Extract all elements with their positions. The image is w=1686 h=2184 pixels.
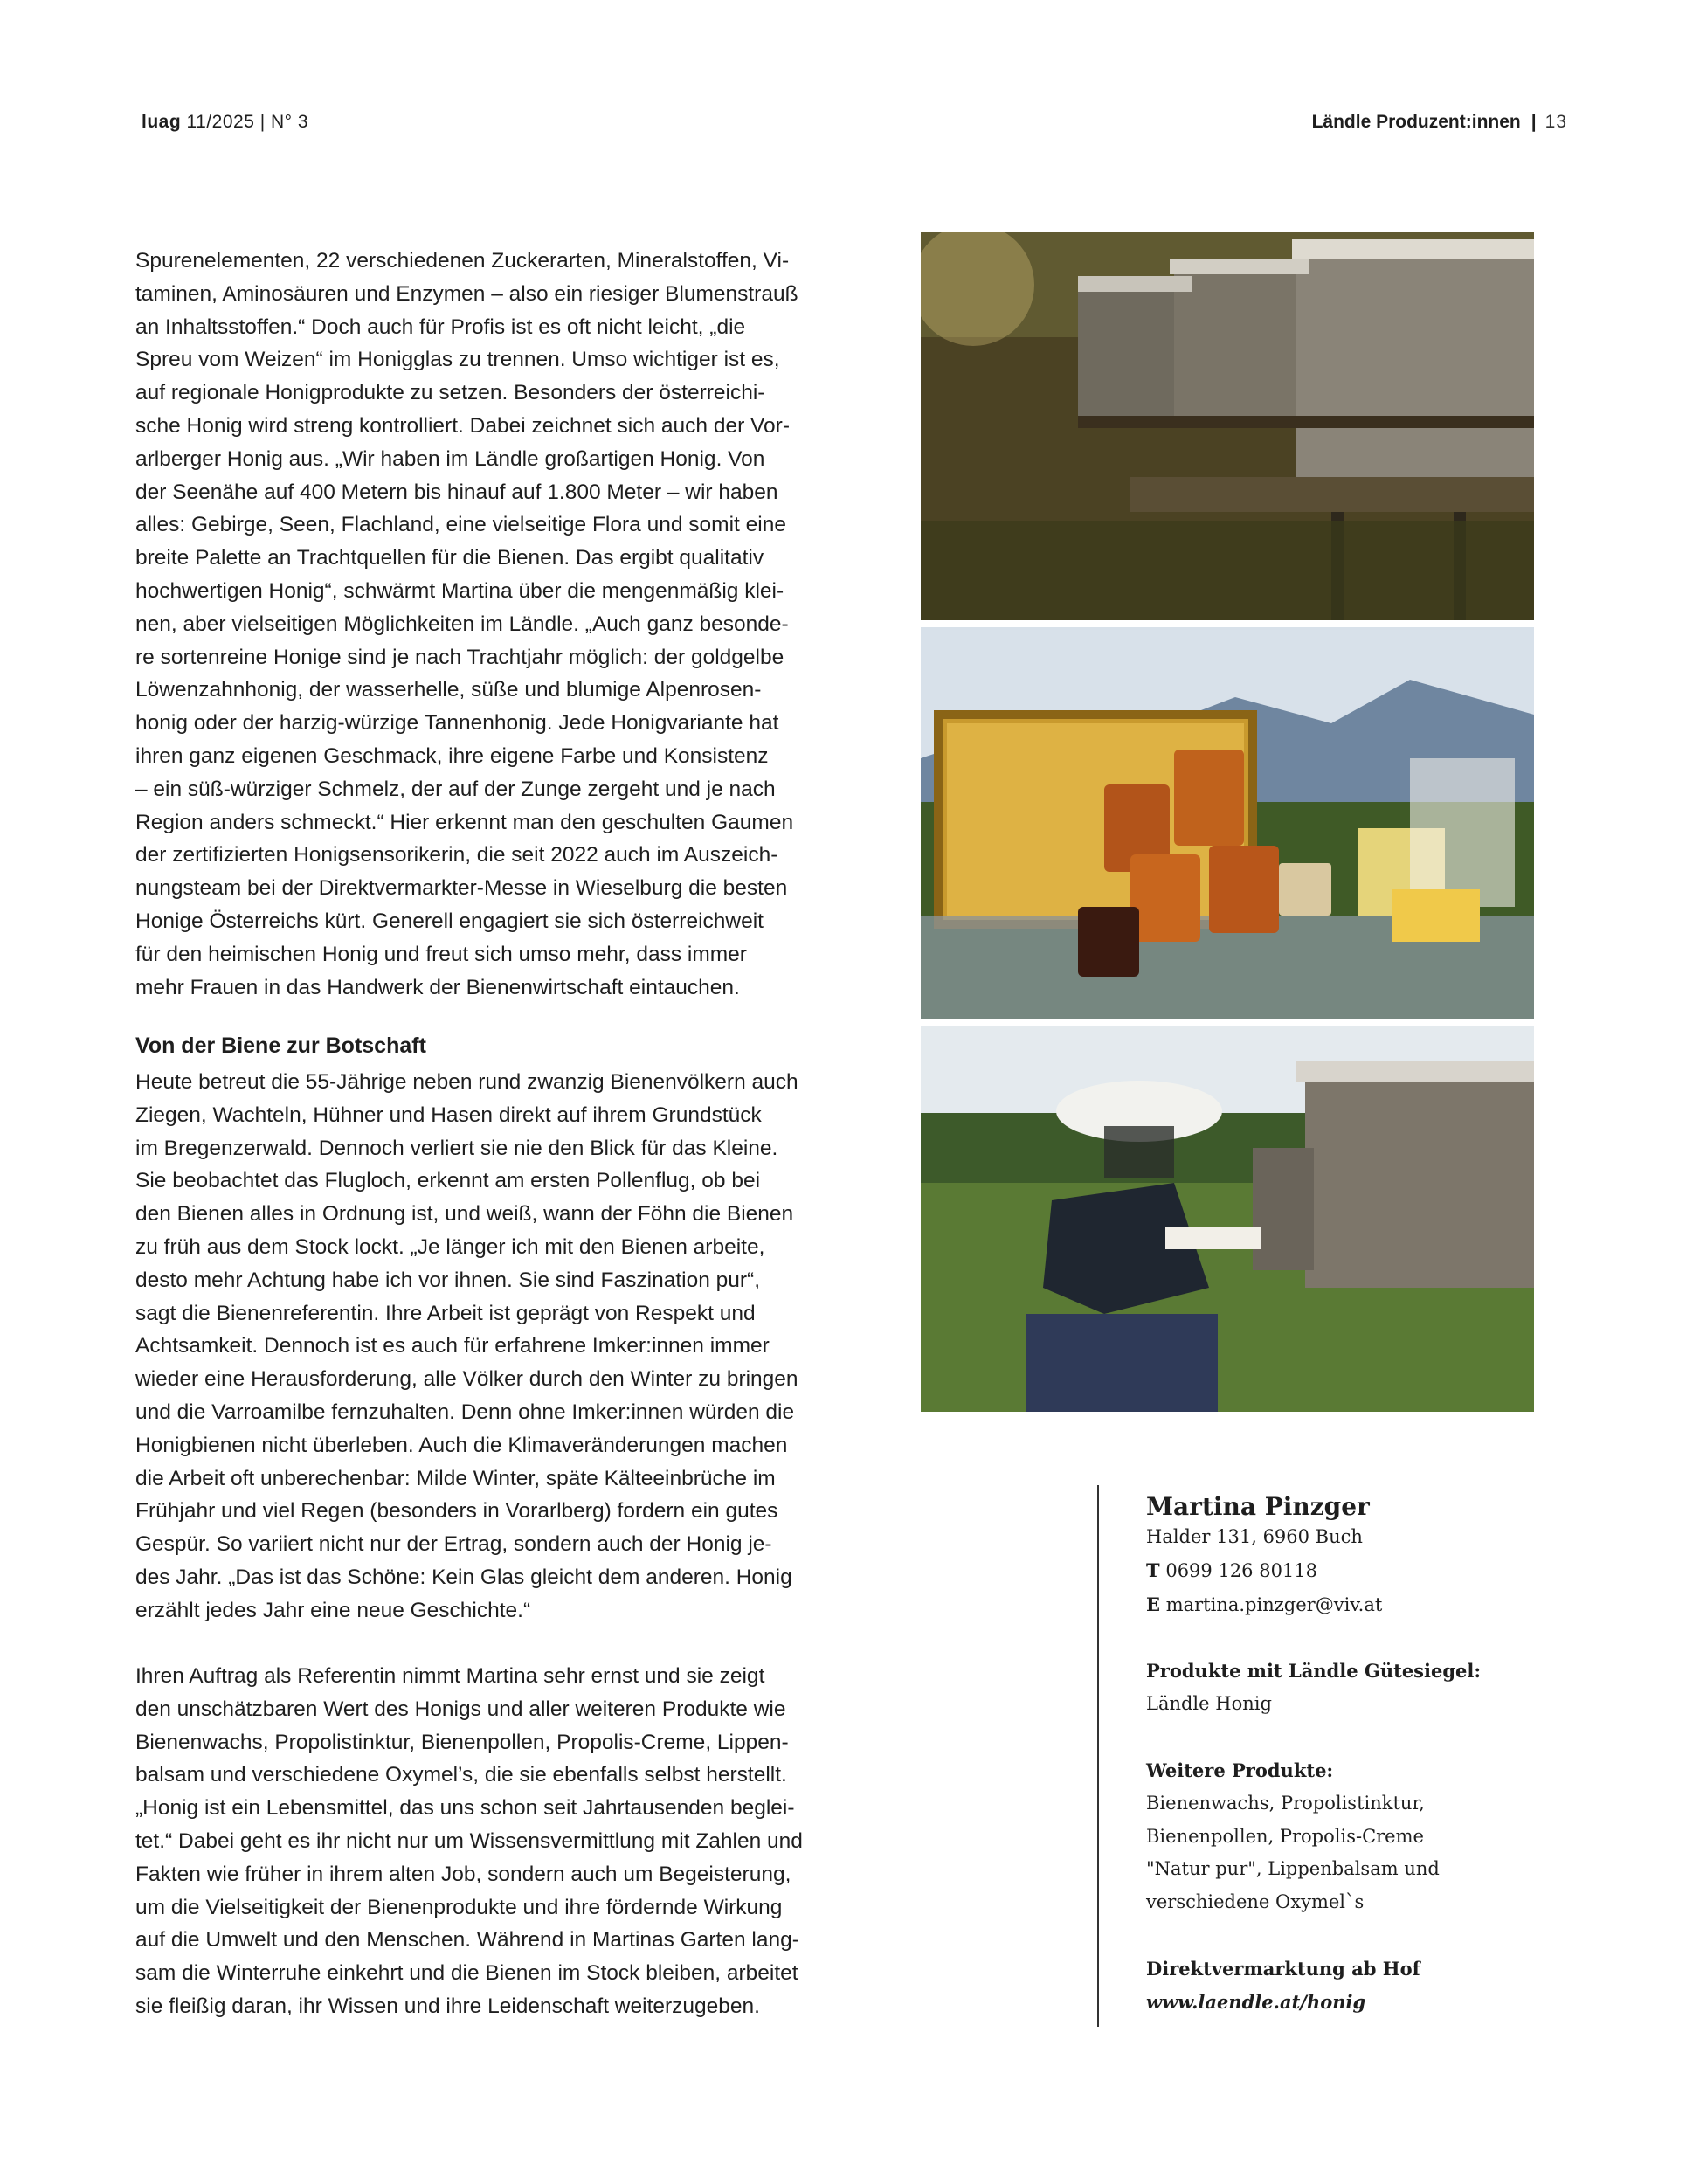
text-line: und die Varroamilbe fernzuhalten. Denn ohne Imker:innen würden die [135,1400,795,1424]
beehives-photo [921,232,1534,620]
email-link[interactable]: martina.pinzger@viv.at [1165,1593,1383,1615]
email-row [1146,1588,1481,1622]
text-line: der Seenähe auf 400 Metern bis hinauf auf 1.800 Meter – wir haben [135,480,778,504]
text-line: balsam und verschiedene Oxymel’s, die sie ebenfalls selbst herstellt. [135,1763,787,1787]
text-line: für den heimischen Honig und freut sich umso mehr, dass immer [135,942,747,966]
header-separator: | [1531,112,1537,132]
more-products-list [1146,1787,1481,1919]
text-line: Bienenwachs, Propolistinktur, Bienenpollen, Propolis-Creme, Lippen- [135,1730,789,1754]
phone-label: T [1146,1559,1160,1581]
text-line: mehr Frauen in das Handwerk der Bienenwirtschaft eintauchen. [135,975,740,999]
text-line: tet.“ Dabei geht es ihr nicht nur um Wissensvermittlung mit Zahlen und [135,1828,803,1853]
text-line: Frühjahr und viel Regen (besonders in Vorarlberg) fordern ein gutes [135,1499,778,1524]
more-products-item: verschiedene Oxymel`s [1146,1891,1365,1913]
text-line: Honige Österreichs kürt. Generell engagiert sie sich österreichweit [135,909,764,933]
section-title: Ländle Produzent:innen [1311,112,1521,132]
text-line: – ein süß-würziger Schmelz, der auf der Zunge zergeht und je nach [135,777,776,801]
text-line: die Arbeit oft unberechenbar: Milde Winter, späte Kälteeinbrüche im [135,1466,776,1490]
text-line: sche Honig wird streng kontrolliert. Dabei zeichnet sich auch der Vor- [135,413,790,438]
text-line: Heute betreut die 55-Jährige neben rund zwanzig Bienenvölkern auch [135,1070,798,1094]
text-line: Ihren Auftrag als Referentin nimmt Martina sehr ernst und sie zeigt [135,1664,765,1688]
honey-products-photo [921,627,1534,1019]
text-line: nen, aber vielseitigen Möglichkeiten im Ländle. „Auch ganz besonde- [135,612,789,636]
phone-number[interactable]: 0699 126 80118 [1165,1559,1318,1581]
article-body-part1 [135,245,887,1004]
phone-row [1146,1554,1481,1588]
text-line: re sortenreine Honige sind je nach Trachtjahr möglich: der goldgelbe [135,645,784,669]
text-line: den unschätzbaren Wert des Honigs und aller weiteren Produkte wie [135,1697,786,1721]
contact-infobox [1097,1485,1481,2027]
text-line: Honigbienen nicht überleben. Auch die Klimaveränderungen machen [135,1433,788,1457]
issue-number: 11/2025 | N° 3 [186,112,309,132]
section-info [1312,112,1567,133]
text-line: im Bregenzerwald. Dennoch verliert sie nie den Blick für das Kleine. [135,1136,778,1160]
website-link[interactable]: www.laendle.at/honig [1146,1990,1366,2013]
seal-products: Ländle Honig [1146,1693,1272,1715]
text-line: Gespür. So variiert nicht nur der Ertrag, sondern auch der Honig je- [135,1532,772,1557]
text-line: sam die Winterruhe einkehrt und die Bienen im Stock bleiben, arbeitet [135,1961,798,1986]
beekeeper-photo [921,1026,1534,1412]
text-line: um die Vielseitigkeit der Bienenprodukte und ihre fördernde Wirkung [135,1895,783,1919]
text-line: ihren ganz eigenen Geschmack, ihre eigene Farbe und Konsistenz [135,743,769,768]
article-subheading: Von der Biene zur Botschaft [135,1033,426,1058]
text-line: hochwertigen Honig“, schwärmt Martina über die mengenmäßig klei- [135,578,784,603]
text-line: Spurenelementen, 22 verschiedenen Zuckerarten, Mineralstoffen, Vi- [135,249,790,273]
article-body-part3 [135,1660,887,2023]
text-line: sie fleißig daran, ihr Wissen und ihre Leidenschaft weiterzugeben. [135,1994,760,2018]
article-body-part2 [135,1066,887,1628]
text-line: honig oder der harzig-würzige Tannenhonig. Jede Honigvariante hat [135,711,779,736]
page-number: 13 [1544,112,1567,132]
text-line: den Bienen alles in Ordnung ist, und weiß, wann der Föhn die Bienen [135,1202,794,1227]
text-line: nungsteam bei der Direktvermarkter-Messe in Wieselburg die besten [135,876,788,901]
more-products-item: Bienenpollen, Propolis-Creme [1146,1825,1424,1847]
more-products-item: "Natur pur", Lippenbalsam und [1146,1858,1440,1880]
direct-marketing-heading: Direktvermarktung ab Hof [1146,1957,1420,1980]
text-line: Fakten wie früher in ihrem alten Job, sondern auch um Begeisterung, [135,1862,791,1886]
text-line: erzählt jedes Jahr eine neue Geschichte.“ [135,1598,531,1622]
text-line: zu früh aus dem Stock lockt. „Je länger ich mit den Bienen arbeite, [135,1234,765,1259]
text-line: Spreu vom Weizen“ im Honigglas zu trennen. Umso wichtiger ist es, [135,348,780,372]
seal-products-heading: Produkte mit Ländle Gütesiegel: [1146,1660,1482,1683]
magazine-name: luag [142,112,182,132]
text-line: sagt die Bienenreferentin. Ihre Arbeit ist geprägt von Respekt und [135,1301,756,1325]
email-label: E [1146,1593,1161,1615]
producer-name: Martina Pinzger [1146,1492,1370,1521]
text-line: Löwenzahnhonig, der wasserhelle, süße und blumige Alpenrosen- [135,678,762,702]
text-line: Achtsamkeit. Dennoch ist es auch für erfahrene Imker:innen immer [135,1334,770,1358]
address: Halder 131, 6960 Buch [1146,1526,1363,1547]
text-line: der zertifizierten Honigsensorikerin, die seit 2022 auch im Auszeich- [135,843,778,867]
text-line: breite Palette an Trachtquellen für die Bienen. Das ergibt qualitativ [135,546,764,570]
more-products-heading: Weitere Produkte: [1146,1759,1334,1781]
text-line: desto mehr Achtung habe ich vor ihnen. Sie sind Faszination pur“, [135,1268,760,1292]
more-products-item: Bienenwachs, Propolistinktur, [1146,1792,1425,1814]
text-line: Region anders schmeckt.“ Hier erkennt man den geschulten Gaumen [135,810,794,834]
issue-info [142,112,308,133]
text-line: an Inhaltsstoffen.“ Doch auch für Profis ist es oft nicht leicht, „die [135,314,746,339]
text-line: Ziegen, Wachteln, Hühner und Hasen direkt auf ihrem Grundstück [135,1102,762,1127]
text-line: des Jahr. „Das ist das Schöne: Kein Glas gleicht dem anderen. Honig [135,1565,792,1589]
text-line: wieder eine Herausforderung, alle Völker durch den Winter zu bringen [135,1367,798,1392]
text-line: Sie beobachtet das Flugloch, erkennt am ersten Pollenflug, ob bei [135,1169,761,1193]
text-line: arlberger Honig aus. „Wir haben im Ländle großartigen Honig. Von [135,446,765,471]
text-line: auf regionale Honigprodukte zu setzen. Besonders der österreichi- [135,381,765,405]
text-line: taminen, Aminosäuren und Enzymen – also ein riesiger Blumenstrauß [135,281,798,306]
text-line: „Honig ist ein Lebensmittel, das uns schon seit Jahrtausenden beglei- [135,1796,795,1821]
text-line: alles: Gebirge, Seen, Flachland, eine vielseitige Flora und somit eine [135,513,786,537]
text-line: auf die Umwelt und den Menschen. Während in Martinas Garten lang- [135,1928,799,1952]
